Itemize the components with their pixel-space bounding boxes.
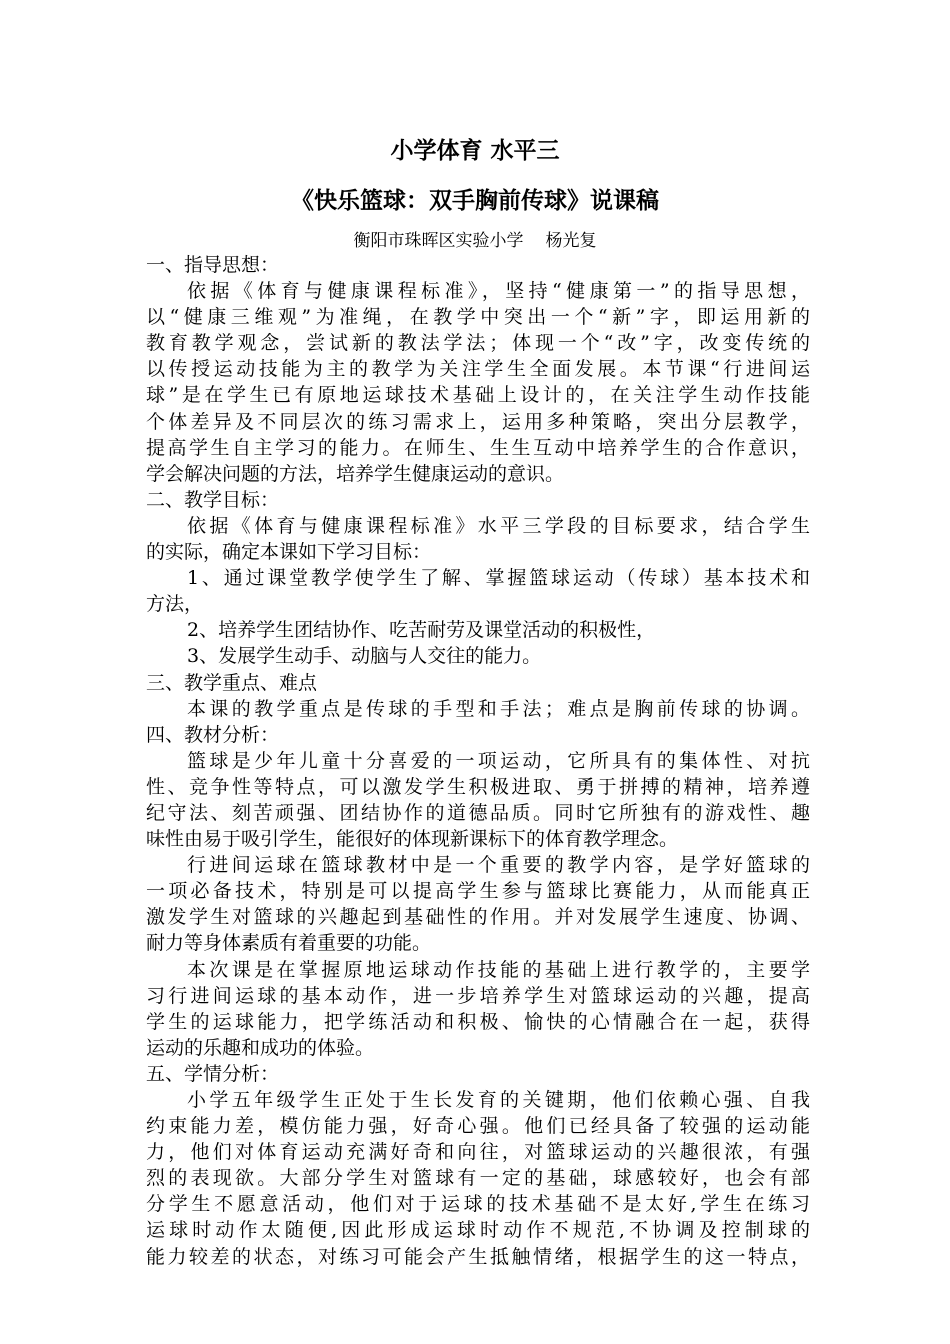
text-line: 学会解决问题的方法，培养学生健康运动的意识。 — [146, 462, 565, 485]
text-line: 三、教学重点、难点 — [146, 671, 318, 694]
text-line: 本课的教学重点是传球的手型和手法；难点是胸前传球的协调。 — [187, 697, 810, 720]
text-line: 一项必备技术，特别是可以提高学生参与篮球比赛能力，从而能真正 — [146, 880, 810, 903]
text-line: 以传授运动技能为主的教学为关注学生全面发展。本节课“行进间运 — [146, 358, 810, 381]
text-line: 运动的乐趣和成功的体验。 — [146, 1036, 375, 1059]
text-line: 球”是在学生已有原地运球技术基础上设计的，在关注学生动作技能 — [146, 384, 810, 407]
text-line: 3、发展学生动手、动脑与人交往的能力。 — [187, 645, 542, 668]
text-line: 二、教学目标： — [146, 488, 280, 511]
author-name: 杨光复 — [545, 231, 597, 251]
text-line: 四、教材分析： — [146, 723, 280, 746]
text-line: 本次课是在掌握原地运球动作技能的基础上进行教学的，主要学 — [187, 958, 810, 981]
text-line: 提高学生自主学习的能力。在师生、生生互动中培养学生的合作意识， — [146, 436, 810, 459]
text-line: 1、通过课堂教学使学生了解、掌握篮球运动（传球）基本技术和 — [187, 567, 810, 590]
text-line: 篮球是少年儿童十分喜爱的一项运动，它所具有的集体性、对抗 — [187, 749, 810, 772]
text-line: 个体差异及不同层次的练习需求上，运用多种策略，突出分层教学， — [146, 410, 810, 433]
text-line: 纪守法、刻苦顽强、团结协作的道德品质。同时它所独有的游戏性、趣 — [146, 801, 810, 824]
author-line — [0, 230, 950, 252]
text-line: 学生的运球能力，把学练活动和积极、愉快的心情融合在一起，获得 — [146, 1010, 810, 1033]
text-line: 性、竞争性等特点，可以激发学生积极进取、勇于拼搏的精神，培养遵 — [146, 775, 810, 798]
text-line: 力，他们对体育运动充满好奇和向往，对篮球运动的兴趣很浓，有强 — [146, 1141, 810, 1164]
text-line: 烈的表现欲。大部分学生对篮球有一定的基础，球感较好，也会有部 — [146, 1167, 810, 1190]
text-line: 小学五年级学生正处于生长发育的关键期，他们依赖心强、自我 — [187, 1089, 810, 1111]
text-line: 运球时动作太随便,因此形成运球时动作不规范,不协调及控制球的 — [146, 1219, 810, 1242]
document-title-level: 小学体育 水平三 — [390, 137, 560, 164]
text-line: 依据《体育与健康课程标准》，坚持“健康第一”的指导思想， — [187, 280, 810, 303]
text-line: 2、培养学生团结协作、吃苦耐劳及课堂活动的积极性， — [187, 619, 656, 642]
document-title-lesson: 《快乐篮球：双手胸前传球》说课稿 — [291, 187, 659, 214]
text-line: 味性由易于吸引学生，能很好的体现新课标下的体育教学理念。 — [146, 828, 679, 851]
text-line: 激发学生对篮球的兴趣起到基础性的作用。并对发展学生速度、协调、 — [146, 906, 810, 929]
text-line: 方法， — [146, 593, 204, 616]
text-line: 的实际，确定本课如下学习目标： — [146, 541, 432, 564]
text-line: 行进间运球在篮球教材中是一个重要的教学内容，是学好篮球的 — [187, 854, 810, 877]
text-line: 以“健康三维观”为准绳，在教学中突出一个“新”字，即运用新的 — [146, 306, 810, 329]
text-line: 五、学情分析： — [146, 1062, 280, 1085]
text-line: 一、指导思想： — [146, 254, 280, 276]
text-line: 耐力等身体素质有着重要的功能。 — [146, 932, 432, 955]
text-line: 分学生不愿意活动，他们对于运球的技术基础不是太好,学生在练习 — [146, 1193, 810, 1216]
school-name: 衡阳市珠晖区实验小学 — [353, 231, 524, 251]
text-line: 依据《体育与健康课程标准》水平三学段的目标要求，结合学生 — [187, 514, 810, 537]
document-body — [146, 252, 810, 1270]
text-line: 习行进间运球的基本动作，进一步培养学生对篮球运动的兴趣，提高 — [146, 984, 810, 1007]
text-line: 能力较差的状态，对练习可能会产生抵触情绪，根据学生的这一特点， — [146, 1245, 810, 1268]
text-line: 教育教学观念，尝试新的教法学法；体现一个“改”字，改变传统的 — [146, 332, 810, 355]
text-line: 约束能力差，模仿能力强，好奇心强。他们已经具备了较强的运动能 — [146, 1115, 810, 1138]
